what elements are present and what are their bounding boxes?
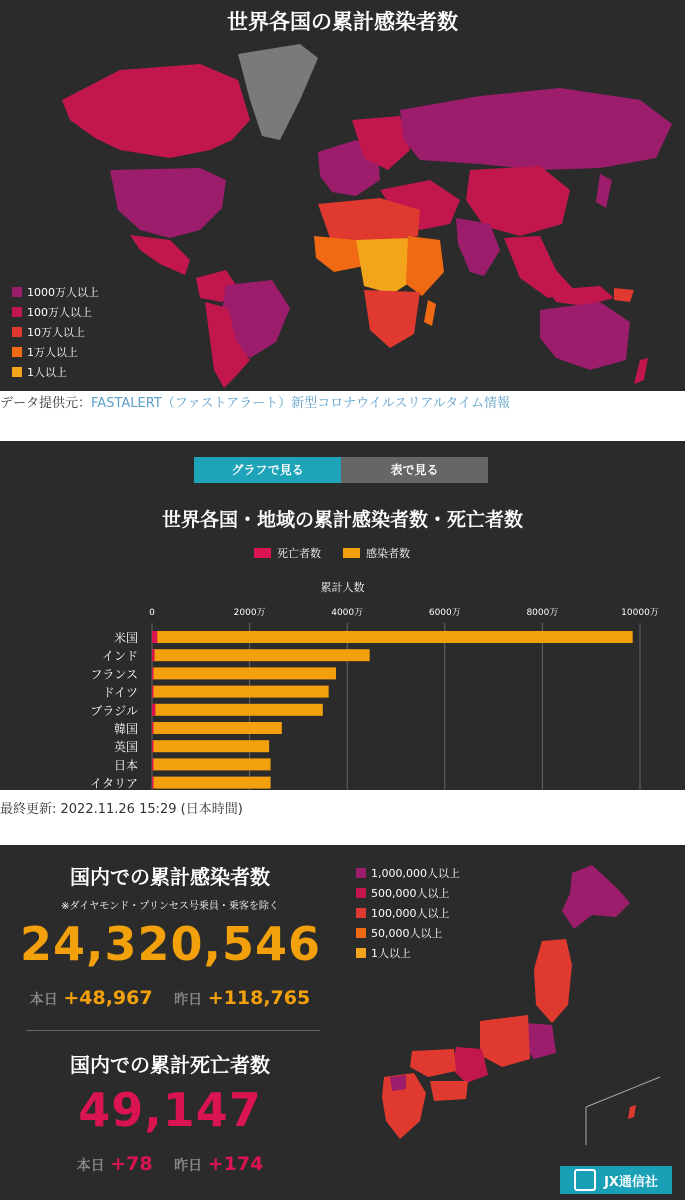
yesterday-deaths: +174 bbox=[207, 1153, 264, 1175]
today-label: 本日 bbox=[29, 992, 58, 1008]
x-axis-title: 累計人数 bbox=[320, 581, 365, 594]
chart-title: 世界各国・地域の累計感染者数・死亡者数 bbox=[161, 509, 523, 531]
bar-cases[interactable] bbox=[152, 758, 271, 770]
domestic-deaths-total: 49,147 bbox=[78, 1083, 262, 1137]
shikoku-region[interactable] bbox=[430, 1081, 468, 1101]
domestic-cases-total: 24,320,546 bbox=[20, 917, 322, 971]
legend-label: 100万人以上 bbox=[27, 306, 92, 319]
bar-deaths[interactable] bbox=[152, 686, 154, 698]
domestic-deaths-title: 国内での累計死亡者数 bbox=[70, 1053, 270, 1077]
madagascar-region[interactable] bbox=[424, 300, 436, 326]
view-tabs bbox=[194, 457, 488, 483]
x-tick-label: 10000万 bbox=[621, 608, 659, 618]
bar-cases[interactable] bbox=[152, 686, 329, 698]
legend-swatch bbox=[12, 367, 22, 377]
legend-item-10k bbox=[12, 342, 99, 362]
bar-deaths[interactable] bbox=[152, 667, 154, 679]
today-cases: +48,967 bbox=[63, 987, 153, 1009]
domestic-cases-title: 国内での累計感染者数 bbox=[70, 865, 270, 889]
legend-cases bbox=[343, 545, 410, 561]
fukuoka-region[interactable] bbox=[390, 1075, 406, 1091]
legend-swatch bbox=[356, 908, 366, 918]
chart-legend bbox=[254, 545, 410, 561]
x-tick-label: 0 bbox=[149, 608, 155, 618]
hokkaido-region[interactable] bbox=[562, 865, 630, 929]
bar-cases[interactable] bbox=[152, 667, 336, 679]
bar-deaths[interactable] bbox=[152, 631, 157, 643]
legend-swatch bbox=[356, 928, 366, 938]
chugoku-region[interactable] bbox=[410, 1049, 456, 1077]
legend-swatch bbox=[356, 868, 366, 878]
south-africa-region[interactable] bbox=[364, 290, 420, 348]
data-credit bbox=[0, 393, 685, 415]
japan-small-region[interactable] bbox=[596, 174, 612, 208]
bar-cases[interactable] bbox=[152, 722, 282, 734]
legend-label: 10万人以上 bbox=[27, 326, 85, 339]
bar-chart[interactable] bbox=[0, 601, 685, 790]
bar-cases[interactable] bbox=[152, 631, 633, 643]
x-tick-label: 8000万 bbox=[526, 608, 559, 618]
legend-swatch bbox=[12, 307, 22, 317]
last-updated: 最終更新: 2022.11.26 15:29 (日本時間) bbox=[0, 802, 243, 817]
legend-label: 50,000人以上 bbox=[371, 927, 443, 940]
legend-label: 1万人以上 bbox=[27, 346, 78, 359]
east-africa-region[interactable] bbox=[406, 236, 444, 296]
bar-deaths[interactable] bbox=[152, 758, 154, 770]
chubu-region[interactable] bbox=[480, 1015, 530, 1067]
jx-brand-badge[interactable] bbox=[560, 1166, 672, 1194]
domestic-cases-deltas bbox=[20, 987, 320, 1009]
legend-label-cases: 感染者数 bbox=[366, 547, 410, 560]
legend-item-100k bbox=[12, 322, 99, 342]
bar-deaths[interactable] bbox=[152, 777, 154, 789]
north-america-region[interactable] bbox=[62, 64, 250, 158]
bar-deaths[interactable] bbox=[152, 649, 155, 661]
legend-swatch bbox=[12, 327, 22, 337]
mexico-region[interactable] bbox=[130, 235, 190, 275]
y-category-label: インド bbox=[101, 649, 138, 664]
legend-label: 1人以上 bbox=[371, 947, 411, 960]
australia-region[interactable] bbox=[540, 302, 630, 370]
x-tick-label: 2000万 bbox=[233, 608, 266, 618]
y-category-label: 英国 bbox=[113, 740, 138, 755]
okinawa-region[interactable] bbox=[628, 1105, 636, 1119]
bar-cases[interactable] bbox=[152, 740, 269, 752]
domestic-panel bbox=[0, 845, 685, 1200]
y-category-label: フランス bbox=[90, 667, 138, 682]
y-category-label: 米国 bbox=[113, 631, 138, 645]
legend-deaths bbox=[254, 545, 321, 561]
kansai-region[interactable] bbox=[452, 1047, 488, 1083]
papua-region[interactable] bbox=[614, 288, 634, 302]
legend-swatch bbox=[356, 948, 366, 958]
domestic-map-legend bbox=[356, 863, 460, 963]
bar-deaths[interactable] bbox=[152, 722, 154, 734]
tohoku-region[interactable] bbox=[534, 939, 572, 1023]
legend-item-100k bbox=[356, 903, 460, 923]
legend-item-500k bbox=[356, 883, 460, 903]
yesterday-label: 昨日 bbox=[174, 992, 203, 1008]
greenland-region bbox=[238, 44, 318, 140]
legend-swatch-deaths bbox=[254, 548, 271, 558]
section-divider bbox=[26, 1030, 320, 1031]
bar-chart-panel bbox=[0, 441, 685, 790]
bar-deaths[interactable] bbox=[152, 740, 154, 752]
jx-logo-icon bbox=[574, 1169, 596, 1191]
legend-label: 500,000人以上 bbox=[371, 887, 450, 900]
legend-swatch bbox=[356, 888, 366, 898]
legend-swatch bbox=[12, 287, 22, 297]
russia-region[interactable] bbox=[400, 88, 672, 170]
y-category-label: 韓国 bbox=[113, 722, 138, 736]
legend-swatch bbox=[12, 347, 22, 357]
x-tick-label: 4000万 bbox=[331, 608, 364, 618]
world-map-legend bbox=[12, 282, 99, 382]
world-map[interactable] bbox=[0, 40, 685, 390]
bar-deaths[interactable] bbox=[152, 704, 155, 716]
y-category-label: 日本 bbox=[113, 758, 138, 773]
legend-item-1m bbox=[356, 863, 460, 883]
brand-label: JX通信社 bbox=[604, 1174, 658, 1190]
today-label: 本日 bbox=[76, 1158, 105, 1174]
legend-label: 100,000人以上 bbox=[371, 907, 450, 920]
world-map-panel bbox=[0, 0, 685, 391]
legend-label-deaths: 死亡者数 bbox=[277, 547, 321, 560]
y-category-label: イタリア bbox=[89, 776, 138, 790]
domestic-deaths-deltas bbox=[20, 1153, 320, 1175]
today-deaths: +78 bbox=[110, 1153, 153, 1175]
bar-cases[interactable] bbox=[152, 777, 271, 789]
new-zealand-region[interactable] bbox=[634, 358, 648, 384]
legend-label: 1000万人以上 bbox=[27, 286, 99, 299]
yesterday-label: 昨日 bbox=[174, 1158, 203, 1174]
legend-item-50k bbox=[356, 923, 460, 943]
usa-region[interactable] bbox=[110, 168, 226, 238]
credit-link[interactable]: FASTALERT（ファストアラート）新型コロナウイルスリアルタイム情報 bbox=[91, 396, 511, 411]
x-tick-label: 6000万 bbox=[428, 608, 461, 618]
okinawa-inset-frame bbox=[586, 1077, 660, 1145]
bar-cases[interactable] bbox=[152, 704, 323, 716]
legend-label: 1人以上 bbox=[27, 366, 67, 379]
tab-graph[interactable]: グラフで見る bbox=[194, 457, 341, 483]
bar-cases[interactable] bbox=[152, 649, 370, 661]
legend-item-10m bbox=[12, 282, 99, 302]
legend-swatch-cases bbox=[343, 548, 360, 558]
legend-item-1 bbox=[356, 943, 460, 963]
domestic-cases-note: ※ダイヤモンド・プリンセス号乗員・乗客を除く bbox=[61, 901, 279, 912]
yesterday-cases: +118,765 bbox=[207, 987, 311, 1009]
world-map-title: 世界各国の累計感染者数 bbox=[227, 10, 458, 34]
tab-table[interactable]: 表で見る bbox=[341, 457, 488, 483]
credit-prefix: データ提供元： bbox=[0, 396, 92, 411]
y-category-label: ブラジル bbox=[90, 703, 138, 718]
y-category-label: ドイツ bbox=[102, 685, 138, 700]
legend-label: 1,000,000人以上 bbox=[371, 867, 460, 880]
legend-item-1m bbox=[12, 302, 99, 322]
legend-item-1 bbox=[12, 362, 99, 382]
